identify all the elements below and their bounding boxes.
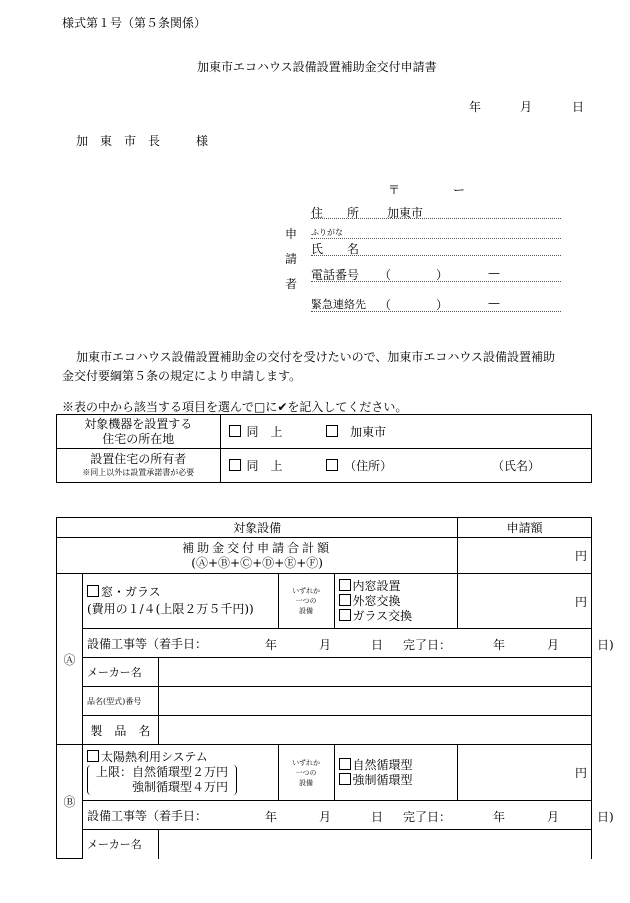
- total-formula: (Ⓐ+Ⓑ+Ⓒ+Ⓓ+Ⓔ+Ⓕ): [191, 555, 323, 570]
- postal-dash: ー: [453, 183, 466, 197]
- work-start-day: 日: [370, 638, 383, 652]
- forced-circ-label: 強制循環型: [352, 772, 413, 787]
- addressee: 加 東 市 長 様: [76, 134, 209, 148]
- section-b-amount[interactable]: 円: [458, 745, 592, 801]
- location-kato-label: 加東市: [350, 425, 387, 439]
- owner-same-checkbox[interactable]: [229, 459, 241, 471]
- date-month: 月: [520, 100, 533, 114]
- work-start-year-b: 年: [264, 810, 277, 824]
- applicant-side-label-1: 申: [285, 227, 298, 241]
- work-start-year: 年: [264, 638, 277, 652]
- owner-address-checkbox[interactable]: [326, 459, 338, 471]
- phone-paren-close: ）: [436, 268, 449, 282]
- location-label-1: 対象機器を設置する: [84, 416, 193, 431]
- total-amount[interactable]: 円: [458, 538, 592, 574]
- window-glass-checkbox[interactable]: [87, 585, 99, 597]
- postal-mark: 〒: [388, 183, 401, 197]
- work-start-month: 月: [318, 638, 331, 652]
- location-same-checkbox[interactable]: [229, 425, 241, 437]
- form-title: 加東市エコハウス設備設置補助金交付申請書: [197, 60, 437, 74]
- work-done-year: 年: [492, 638, 505, 652]
- emergency-paren-close: ）: [436, 298, 449, 312]
- section-a-model-value[interactable]: [158, 687, 591, 716]
- section-a-select-note: いずれか 一つの 設備: [278, 574, 334, 629]
- solar-limit-1: 上限：自然循環型２万円: [95, 765, 228, 779]
- section-a-marker: Ⓐ: [57, 574, 83, 745]
- emergency-paren-open: （: [379, 298, 392, 312]
- owner-note: ※同上以外は設置承諾書が必要: [82, 467, 195, 477]
- forced-circ-checkbox[interactable]: [339, 773, 351, 785]
- date-day: 日: [572, 100, 585, 114]
- natural-circ-label: 自然循環型: [352, 757, 413, 772]
- phone-underline: [311, 281, 561, 282]
- location-same-label: 同 上: [246, 425, 283, 439]
- name-underline: [311, 255, 561, 256]
- address-value[interactable]: 加東市: [387, 206, 424, 220]
- work-start-day-b: 日: [370, 810, 383, 824]
- phone-label: 電話番号: [311, 268, 360, 282]
- outer-window-checkbox[interactable]: [339, 594, 351, 606]
- phone-dash: —: [488, 266, 500, 280]
- owner-name-label: （氏名）: [491, 459, 540, 473]
- inner-window-checkbox[interactable]: [339, 579, 351, 591]
- section-b-work-period: [82, 801, 614, 830]
- owner-address-label: （住所）: [344, 459, 393, 473]
- instruction: ※表の中から該当する項目を選んで□に✔を記入してください。: [62, 400, 408, 414]
- section-a-product-label: 製 品 名: [82, 716, 158, 745]
- window-glass-label: 窓・ガラス: [100, 585, 161, 599]
- emergency-label: 緊急連絡先: [311, 298, 366, 311]
- solar-thermal-label: 太陽熱利用システム: [100, 750, 208, 764]
- location-label-cell: [57, 415, 221, 449]
- section-a-item-cell: [82, 574, 278, 629]
- applicant-side-label-3: 者: [285, 277, 298, 291]
- work-start-month-b: 月: [318, 810, 331, 824]
- owner-label-cell: [57, 449, 221, 483]
- natural-circ-checkbox[interactable]: [339, 758, 351, 770]
- section-b-maker-value[interactable]: [158, 830, 591, 859]
- emergency-underline: [311, 311, 561, 312]
- total-label: 補助金交付申請合計額: [182, 540, 333, 555]
- inner-window-label: 内窓設置: [352, 578, 401, 593]
- section-a-work-period: [82, 629, 614, 658]
- section-a-options-cell: [334, 574, 458, 629]
- solar-thermal-checkbox[interactable]: [87, 750, 99, 762]
- furigana-label: ふりがな: [311, 228, 343, 237]
- work-done-month: 月: [546, 638, 559, 652]
- window-cost-note: (費用の１/４(上限２万５千円)): [86, 602, 254, 616]
- section-b-maker-label: メーカー名: [82, 830, 158, 859]
- owner-options-cell: [220, 449, 591, 483]
- section-a-maker-label: メーカー名: [82, 658, 158, 687]
- location-label-2: 住宅の所在地: [102, 431, 175, 446]
- total-cell: [57, 538, 458, 574]
- statement-line1: 加東市エコハウス設備設置補助金の交付を受けたいので、加東市エコハウス設備設置補助: [76, 350, 556, 364]
- work-done-month-b: 月: [546, 810, 559, 824]
- outer-window-label: 外窓交換: [352, 593, 401, 608]
- work-done-year-b: 年: [492, 810, 505, 824]
- owner-label: 設置住宅の所有者: [90, 451, 187, 466]
- work-done-day-b: 日): [596, 810, 614, 824]
- location-kato-checkbox[interactable]: [326, 425, 338, 437]
- form-number: 様式第１号（第５条関係）: [62, 16, 207, 30]
- equipment-table: [56, 517, 614, 859]
- location-table: [56, 414, 592, 483]
- work-start-label-b: 設備工事等（着手日：: [86, 808, 207, 823]
- emergency-dash: —: [488, 296, 500, 310]
- section-a-maker-value[interactable]: [158, 658, 591, 687]
- work-start-label: 設備工事等（着手日：: [86, 636, 207, 651]
- furigana-underline: [311, 238, 561, 239]
- work-done-day: 日): [596, 638, 614, 652]
- section-a-model-label: 品名(型式)番号: [82, 687, 158, 716]
- location-options-cell: [220, 415, 591, 449]
- address-underline: [311, 218, 561, 219]
- work-done-label-b: 完了日：: [402, 810, 451, 824]
- section-b-marker: Ⓑ: [57, 745, 83, 859]
- section-b-options-cell: [334, 745, 458, 801]
- section-a-amount[interactable]: 円: [458, 574, 592, 629]
- solar-limit-2: 強制循環型４万円: [131, 780, 228, 794]
- work-done-label: 完了日：: [402, 638, 451, 652]
- section-a-product-value[interactable]: [158, 716, 591, 745]
- applicant-side-label-2: 請: [285, 252, 298, 266]
- header-equipment: 対象設備: [57, 518, 458, 538]
- date-year: 年: [469, 100, 482, 114]
- address-label: 住 所: [311, 206, 360, 220]
- name-label: 氏 名: [311, 242, 360, 256]
- statement-line2: 金交付要綱第５条の規定により申請します。: [62, 369, 302, 383]
- section-b-item-cell: [82, 745, 278, 801]
- phone-paren-open: （: [379, 268, 392, 282]
- owner-same-label: 同 上: [246, 459, 283, 473]
- glass-exchange-label: ガラス交換: [352, 608, 413, 623]
- header-amount: 申請額: [458, 518, 592, 538]
- section-b-select-note: いずれか 一つの 設備: [278, 745, 334, 801]
- glass-exchange-checkbox[interactable]: [339, 609, 351, 621]
